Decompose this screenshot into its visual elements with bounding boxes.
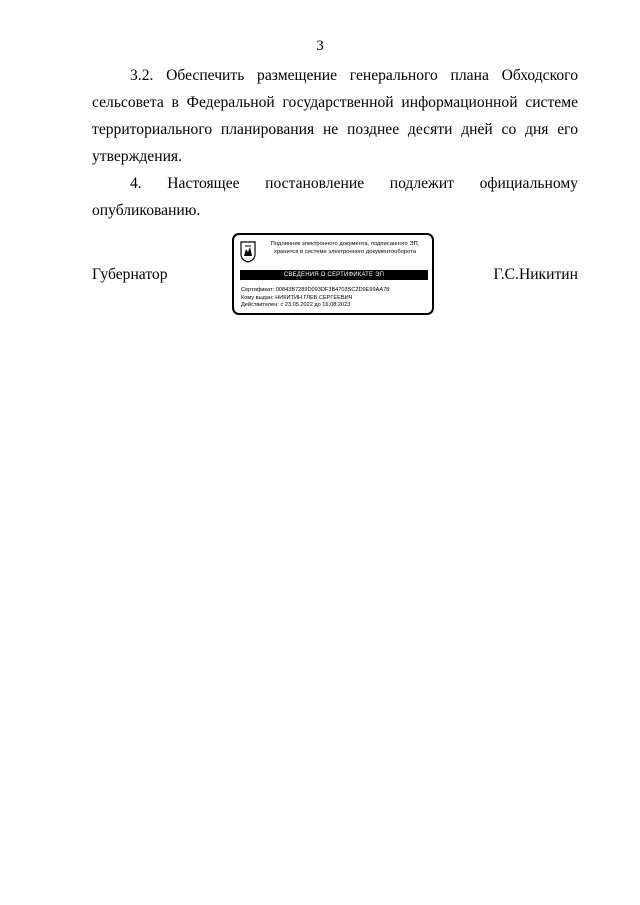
stamp-owner: Кому выдан: НИКИТИН ГЛЕБ СЕРГЕЕВИЧ bbox=[241, 294, 353, 301]
stamp-note-line-2: хранится в системе электронного документооборота bbox=[273, 249, 417, 255]
stamp-header: СВЕДЕНИЯ О СЕРТИФИКАТЕ ЭП bbox=[240, 270, 428, 280]
signer-title: Губернатор bbox=[92, 266, 168, 283]
document-body bbox=[92, 62, 578, 224]
stamp-note-line-1: Подлинник электронного документа, подписанного ЭП, bbox=[270, 241, 420, 247]
page-number: 3 bbox=[316, 38, 324, 54]
signer-name: Г.С.Никитин bbox=[493, 266, 578, 283]
stamp-certificate: Сертификат: 00843B7289D093DF3B4703SC2D9E99AA78 bbox=[241, 287, 390, 293]
paragraph-4: 4. Настоящее постановление подлежит официальному опубликованию. bbox=[92, 175, 578, 219]
stamp-details bbox=[241, 287, 389, 310]
stamp-note bbox=[258, 240, 432, 256]
coat-of-arms-icon bbox=[240, 241, 256, 263]
electronic-signature-stamp bbox=[232, 233, 434, 315]
paragraph-3-2: 3.2. Обеспечить размещение генерального плана Обходского сельсовета в Федеральной государственной информационной системе территориального планирования не позднее десяти дней со дня его утверждения. bbox=[92, 67, 578, 165]
stamp-validity: Действителен: с 23.05.2022 до 16.08.2023 bbox=[241, 302, 351, 309]
